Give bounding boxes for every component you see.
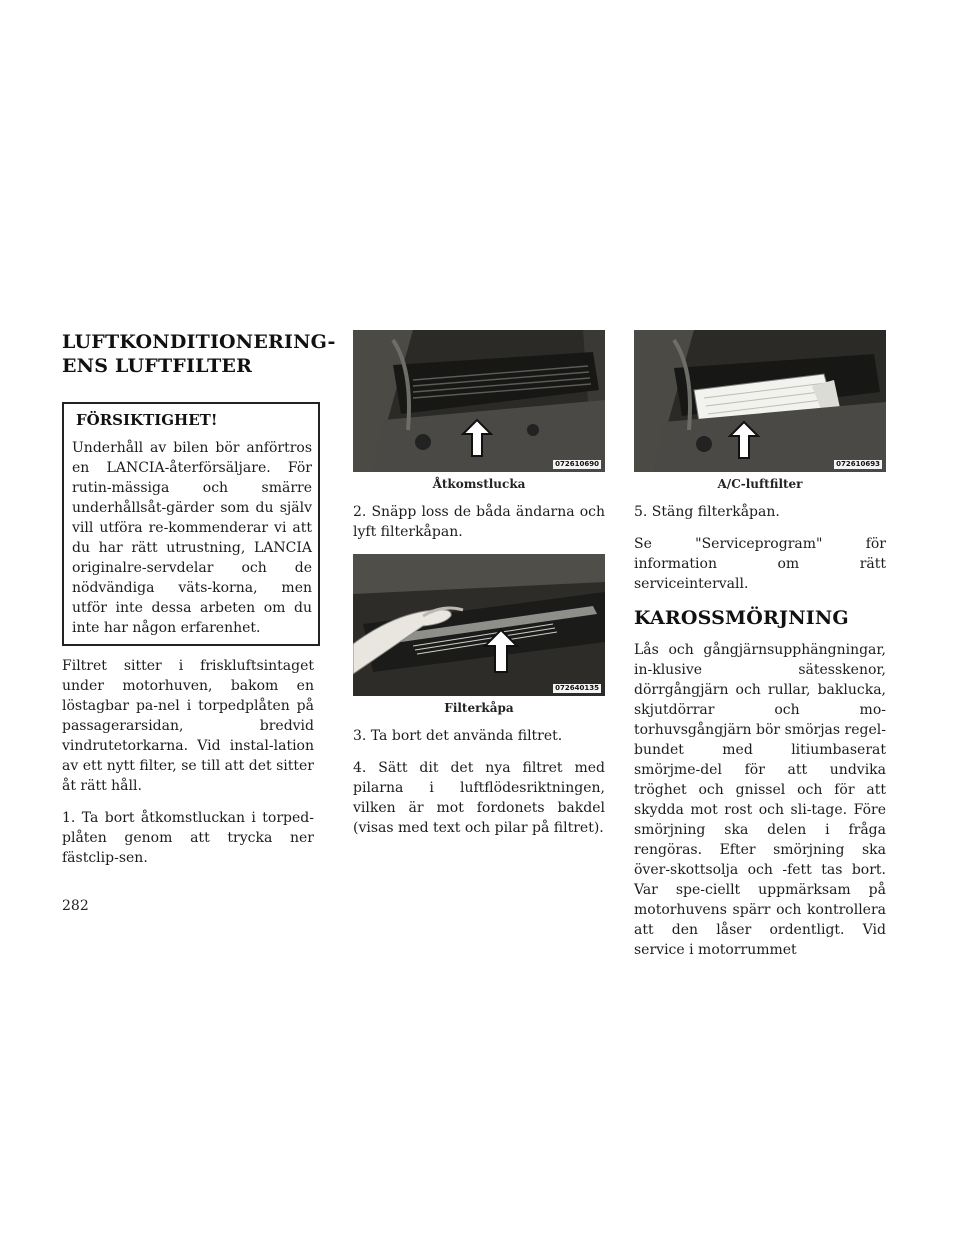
title-line-1: LUFTKONDITIONERING- xyxy=(62,331,336,353)
photo-access-cover xyxy=(353,330,605,472)
step-2: 2. Snäpp loss de båda ändarna och lyft filterkåpan. xyxy=(353,504,605,540)
service-note: Se "Serviceprogram" för information om rätt serviceintervall. xyxy=(634,536,886,592)
photo-code: 072610690 xyxy=(555,460,599,468)
figure-caption: A/C-luftfilter xyxy=(717,477,803,491)
ac-filter-illustration xyxy=(634,330,886,472)
photo-ac-filter xyxy=(634,330,886,472)
caution-text: Underhåll av bilen bör anförtros en LANCIA-återförsäljare. För rutin-mässiga och smärre underhållsåt-gärder som du själv vill utföra re-kommenderar vi att du har rätt utrustning, LANCIA originalre-servdelar och de nödvändiga väts-korna, men utför inte dessa arbeten om du inte har någon erfarenhet. xyxy=(72,440,312,636)
engine-bay-illustration xyxy=(353,330,605,472)
caution-title: FÖRSIKTIGHET! xyxy=(76,411,218,429)
step-1: 1. Ta bort åtkomstluckan i torped-plåten genom att trycka ner fästclip-sen. xyxy=(62,810,314,866)
figure-caption: Filterkåpa xyxy=(444,701,514,715)
photo-filter-cover xyxy=(353,554,605,696)
section-title-body-lubrication: KAROSSMÖRJNING xyxy=(634,607,849,629)
page-number: 282 xyxy=(62,898,89,914)
column-1 xyxy=(62,330,336,880)
step-5: 5. Stäng filterkåpan. xyxy=(634,504,780,520)
step-4: 4. Sätt dit det nya filtret med pilarna i luftflödesriktningen, vilken är mot fordonets bakdel (visas med text och pilar på filtret). xyxy=(353,760,605,836)
caution-box xyxy=(62,402,320,646)
photo-code: 072610693 xyxy=(836,460,880,468)
body-lubrication-text: Lås och gångjärnsupphängningar, in-klusive sätesskenor, dörrgångjärn och rullar, baklucka, skjutdörrar och mo-torhuvsgångjärn bör smörjas regel-bundet med litiumbaserat smörjme-del för att undvika tröghet och gnissel och för att skydda mot rost och sli-tage. Före smörjning ska delen i fråga rengöras. Efter smörjning ska över-skottsolja och -fett tas bort. Var spe-ciellt uppmärksam på motorhuvens spärr och kontrollera att den låser ordentligt. Vid service i motorrummet xyxy=(634,642,886,958)
filter-cover-illustration xyxy=(353,554,605,696)
title-line-2: ENS LUFTFILTER xyxy=(62,355,253,377)
section-title-ac-filter xyxy=(62,330,336,378)
intro-paragraph: Filtret sitter i friskluftsintaget under motorhuven, bakom en löstagbar pa-nel i torpedplåten på passagerarsidan, bredvid vindrutetorkarna. Vid instal-lation av ett nytt filter, se till att det sitter åt rätt håll. xyxy=(62,658,314,794)
column-2 xyxy=(353,330,605,850)
figure-caption: Åtkomstlucka xyxy=(432,477,526,491)
column-3 xyxy=(634,330,886,972)
photo-code: 072640135 xyxy=(555,684,599,692)
step-3: 3. Ta bort det använda filtret. xyxy=(353,728,563,744)
